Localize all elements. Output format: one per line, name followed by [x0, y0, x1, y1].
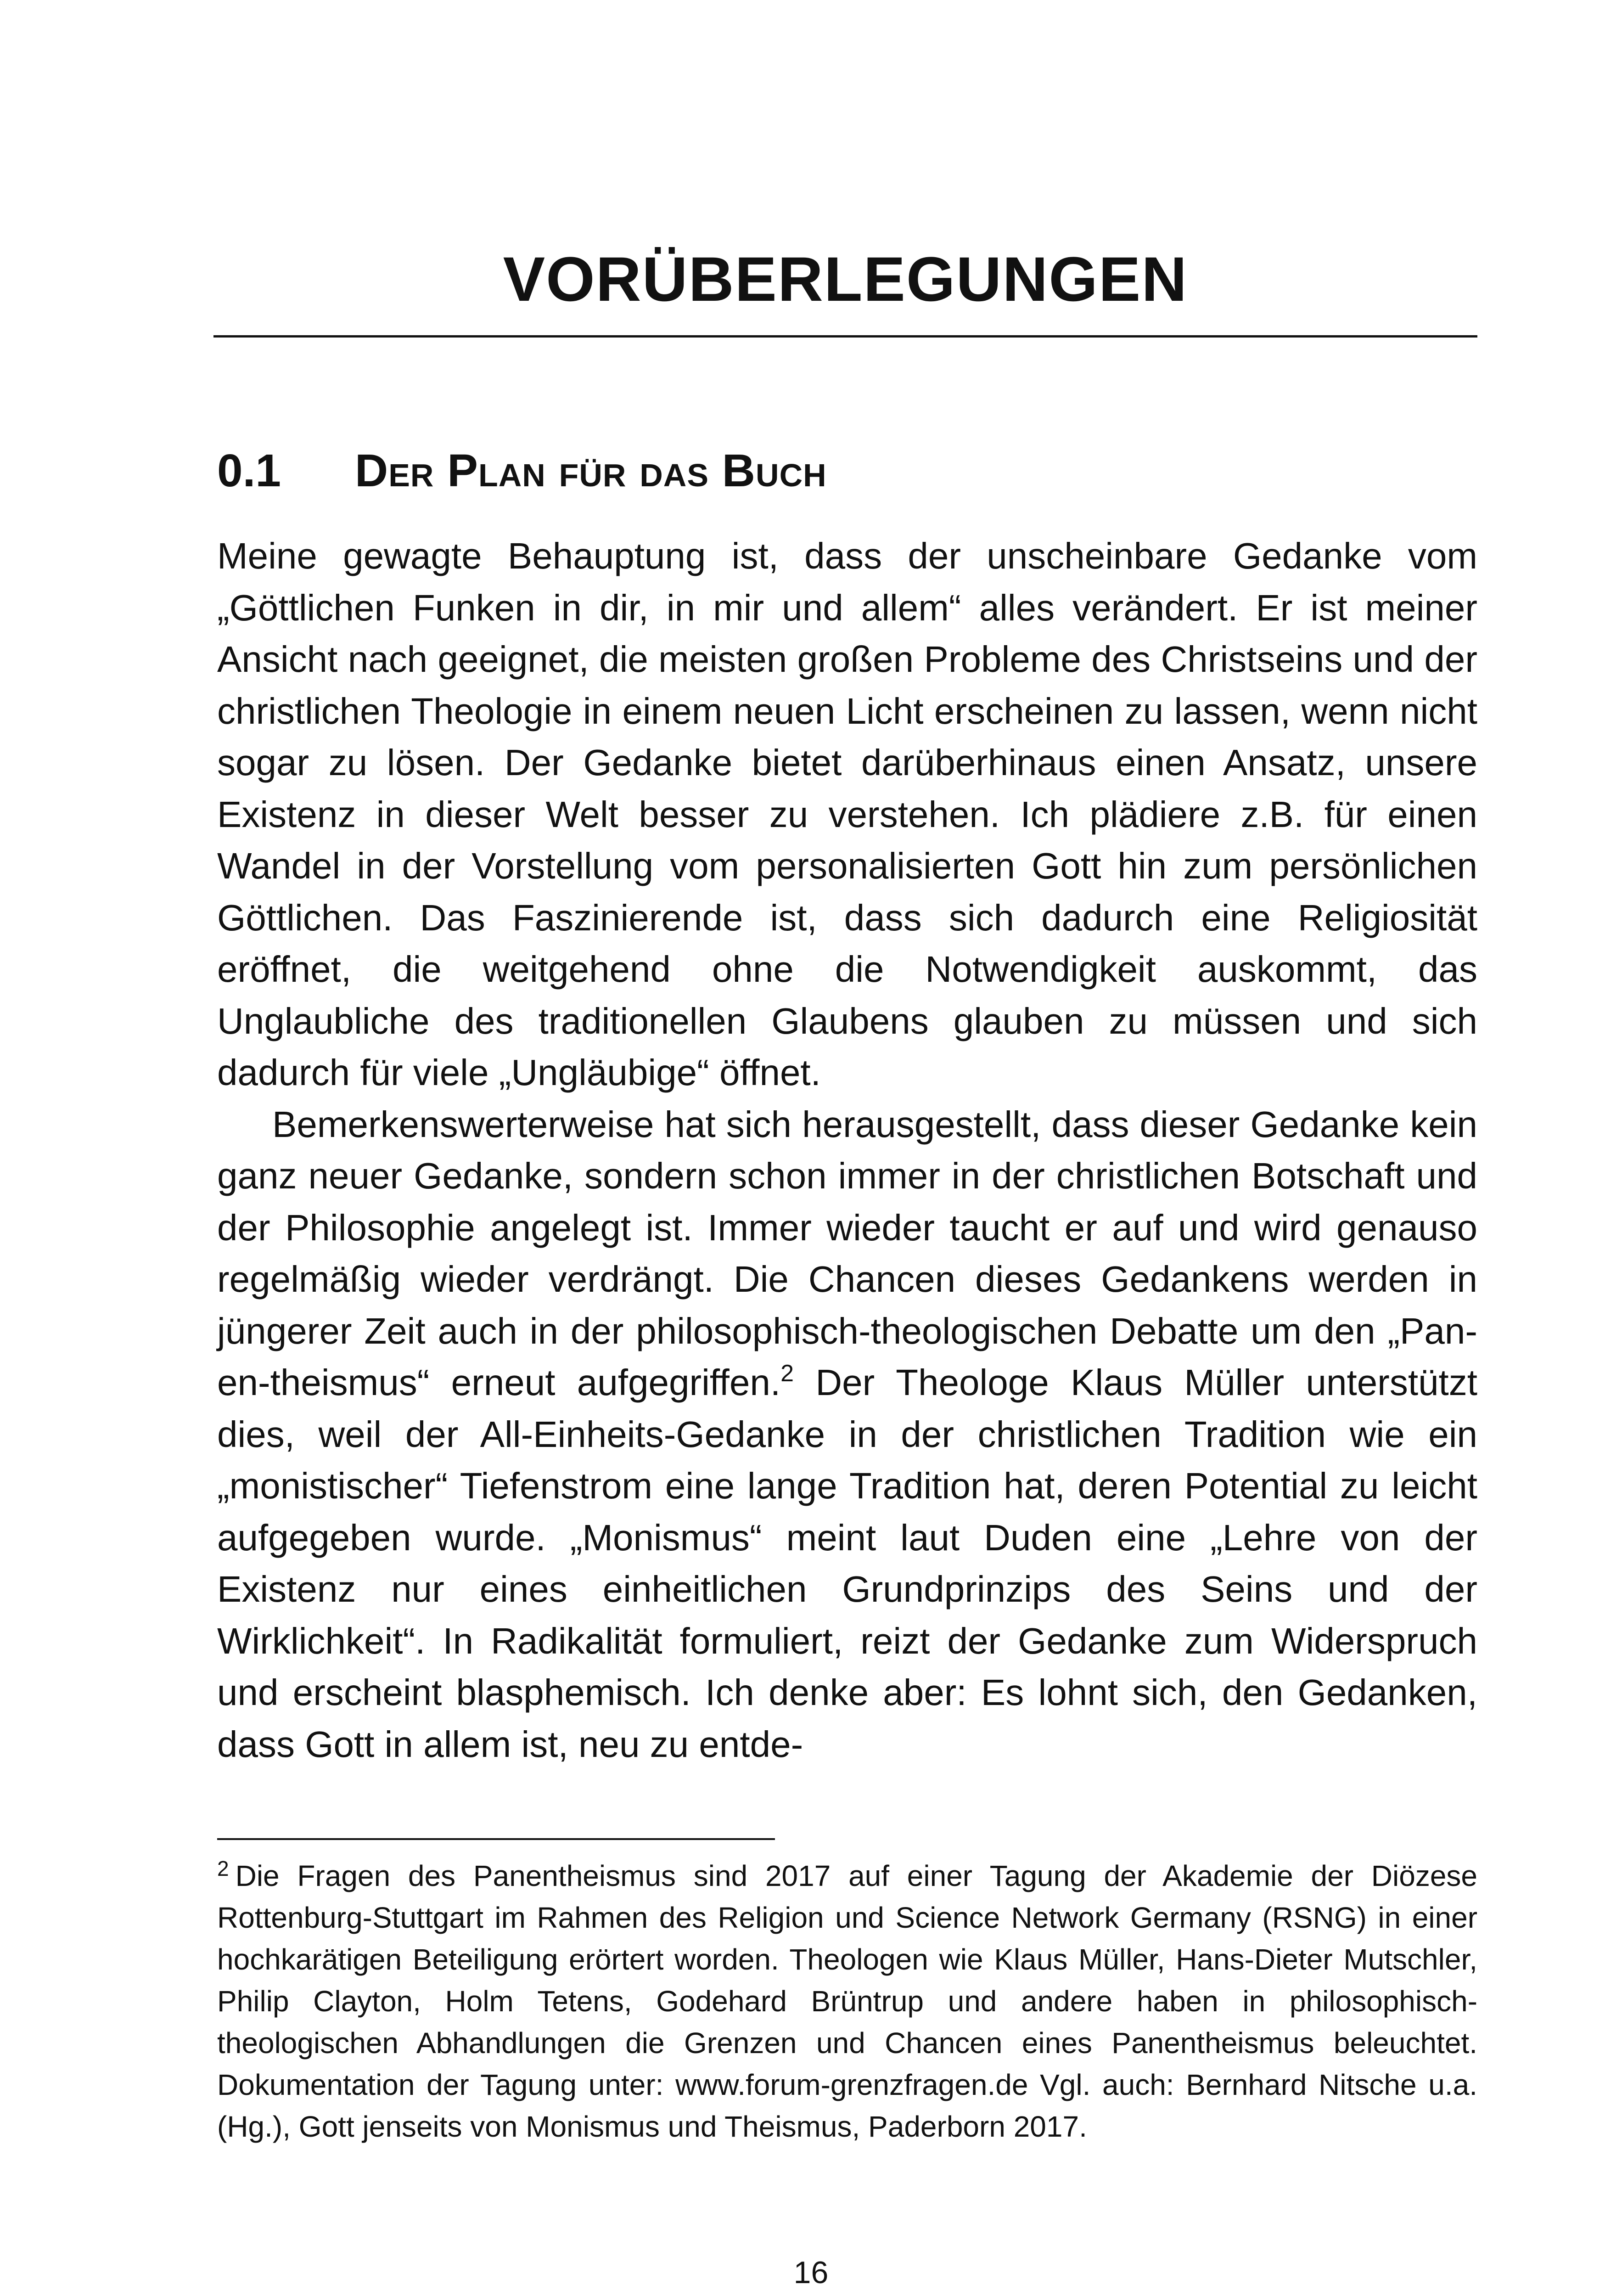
- paragraph-2-part-1: Bemerkenswerterweise hat sich herausgestellt, dass dieser Gedanke kein ganz neuer Gedanke, sondern schon immer in der christlichen Botschaft und der Philosophie angelegt ist. Immer wieder taucht er auf und wird genauso regelmäßig wieder verdrängt. Die Chancen dieses Gedankens werden in jüngerer Zeit auch in der philosophisch-theologischen Debatte um den „Pan-en-theismus“ erneut aufgegriffen.: [217, 1103, 1477, 1403]
- section-heading: [217, 445, 827, 496]
- body-text: [217, 530, 1477, 1770]
- footnote-reference[interactable]: 2: [780, 1360, 794, 1387]
- section-number: 0.1: [217, 445, 281, 496]
- paragraph-1: Meine gewagte Behauptung ist, dass der unscheinbare Gedanke vom „Göttlichen Funken in dir, in mir und allem“ alles verändert. Er ist meiner Ansicht nach geeignet, die meisten großen Probleme des Christseins und der christlichen Theologie in einem neuen Licht erscheinen zu lassen, wenn nicht sogar zu lösen. Der Gedanke bietet darüberhinaus einen Ansatz, unsere Existenz in dieser Welt besser zu verstehen. Ich plädiere z.B. für einen Wandel in der Vorstellung vom personalisierten Gott hin zum persönlichen Göttlichen. Das Faszinierende ist, dass sich dadurch eine Religiosität eröffnet, die weitgehend ohne die Notwendigkeit auskommt, das Unglaubliche des traditionellen Glaubens glauben zu müssen und sich dadurch für viele „Ungläubige“ öffnet.: [217, 535, 1477, 1093]
- footnote-paragraph: [217, 1855, 1477, 2148]
- footnote: [217, 1855, 1477, 2148]
- page-number: 16: [793, 2255, 829, 2290]
- chapter-title: VORÜBERLEGUNGEN: [503, 244, 1188, 315]
- section-title: Der Plan für das Buch: [355, 445, 827, 496]
- footnote-mark: 2: [217, 1857, 229, 1880]
- footnote-separator: [217, 1838, 775, 1840]
- chapter-title-underline: [213, 335, 1477, 338]
- paragraph-2: [217, 1099, 1477, 1771]
- paragraph-2-part-2: Der Theologe Klaus Müller unterstützt dies, weil der All-Einheits-Gedanke in der christlichen Tradition wie ein „monistischer“ Tiefenstrom eine lange Tradition hat, deren Potential zu leicht aufgegeben wurde. „Monismus“ meint laut Duden eine „Lehre von der Existenz nur eines einheitlichen Grundprinzips des Seins und der Wirklichkeit“. In Radikalität formuliert, reizt der Gedanke zum Widerspruch und erscheint blasphemisch. Ich denke aber: Es lohnt sich, den Gedanken, dass Gott in allem ist, neu zu entde-: [217, 1362, 1477, 1765]
- footnote-text: Die Fragen des Panentheismus sind 2017 auf einer Tagung der Akademie der Diözese Rottenburg-Stuttgart im Rahmen des Religion und Science Network Germany (RSNG) in einer hochkarätigen Beteiligung erörtert worden. Theologen wie Klaus Müller, Hans-Dieter Mutschler, Philip Clayton, Holm Tetens, Godehard Brüntrup und andere haben in philosophisch-theologischen Abhandlungen die Grenzen und Chancen eines Panentheismus beleuchtet. Dokumentation der Tagung unter: www.forum-grenzfragen.de Vgl. auch: Bernhard Nitsche u.a. (Hg.), Gott jenseits von Monismus und Theismus, Paderborn 2017.: [217, 1859, 1477, 2143]
